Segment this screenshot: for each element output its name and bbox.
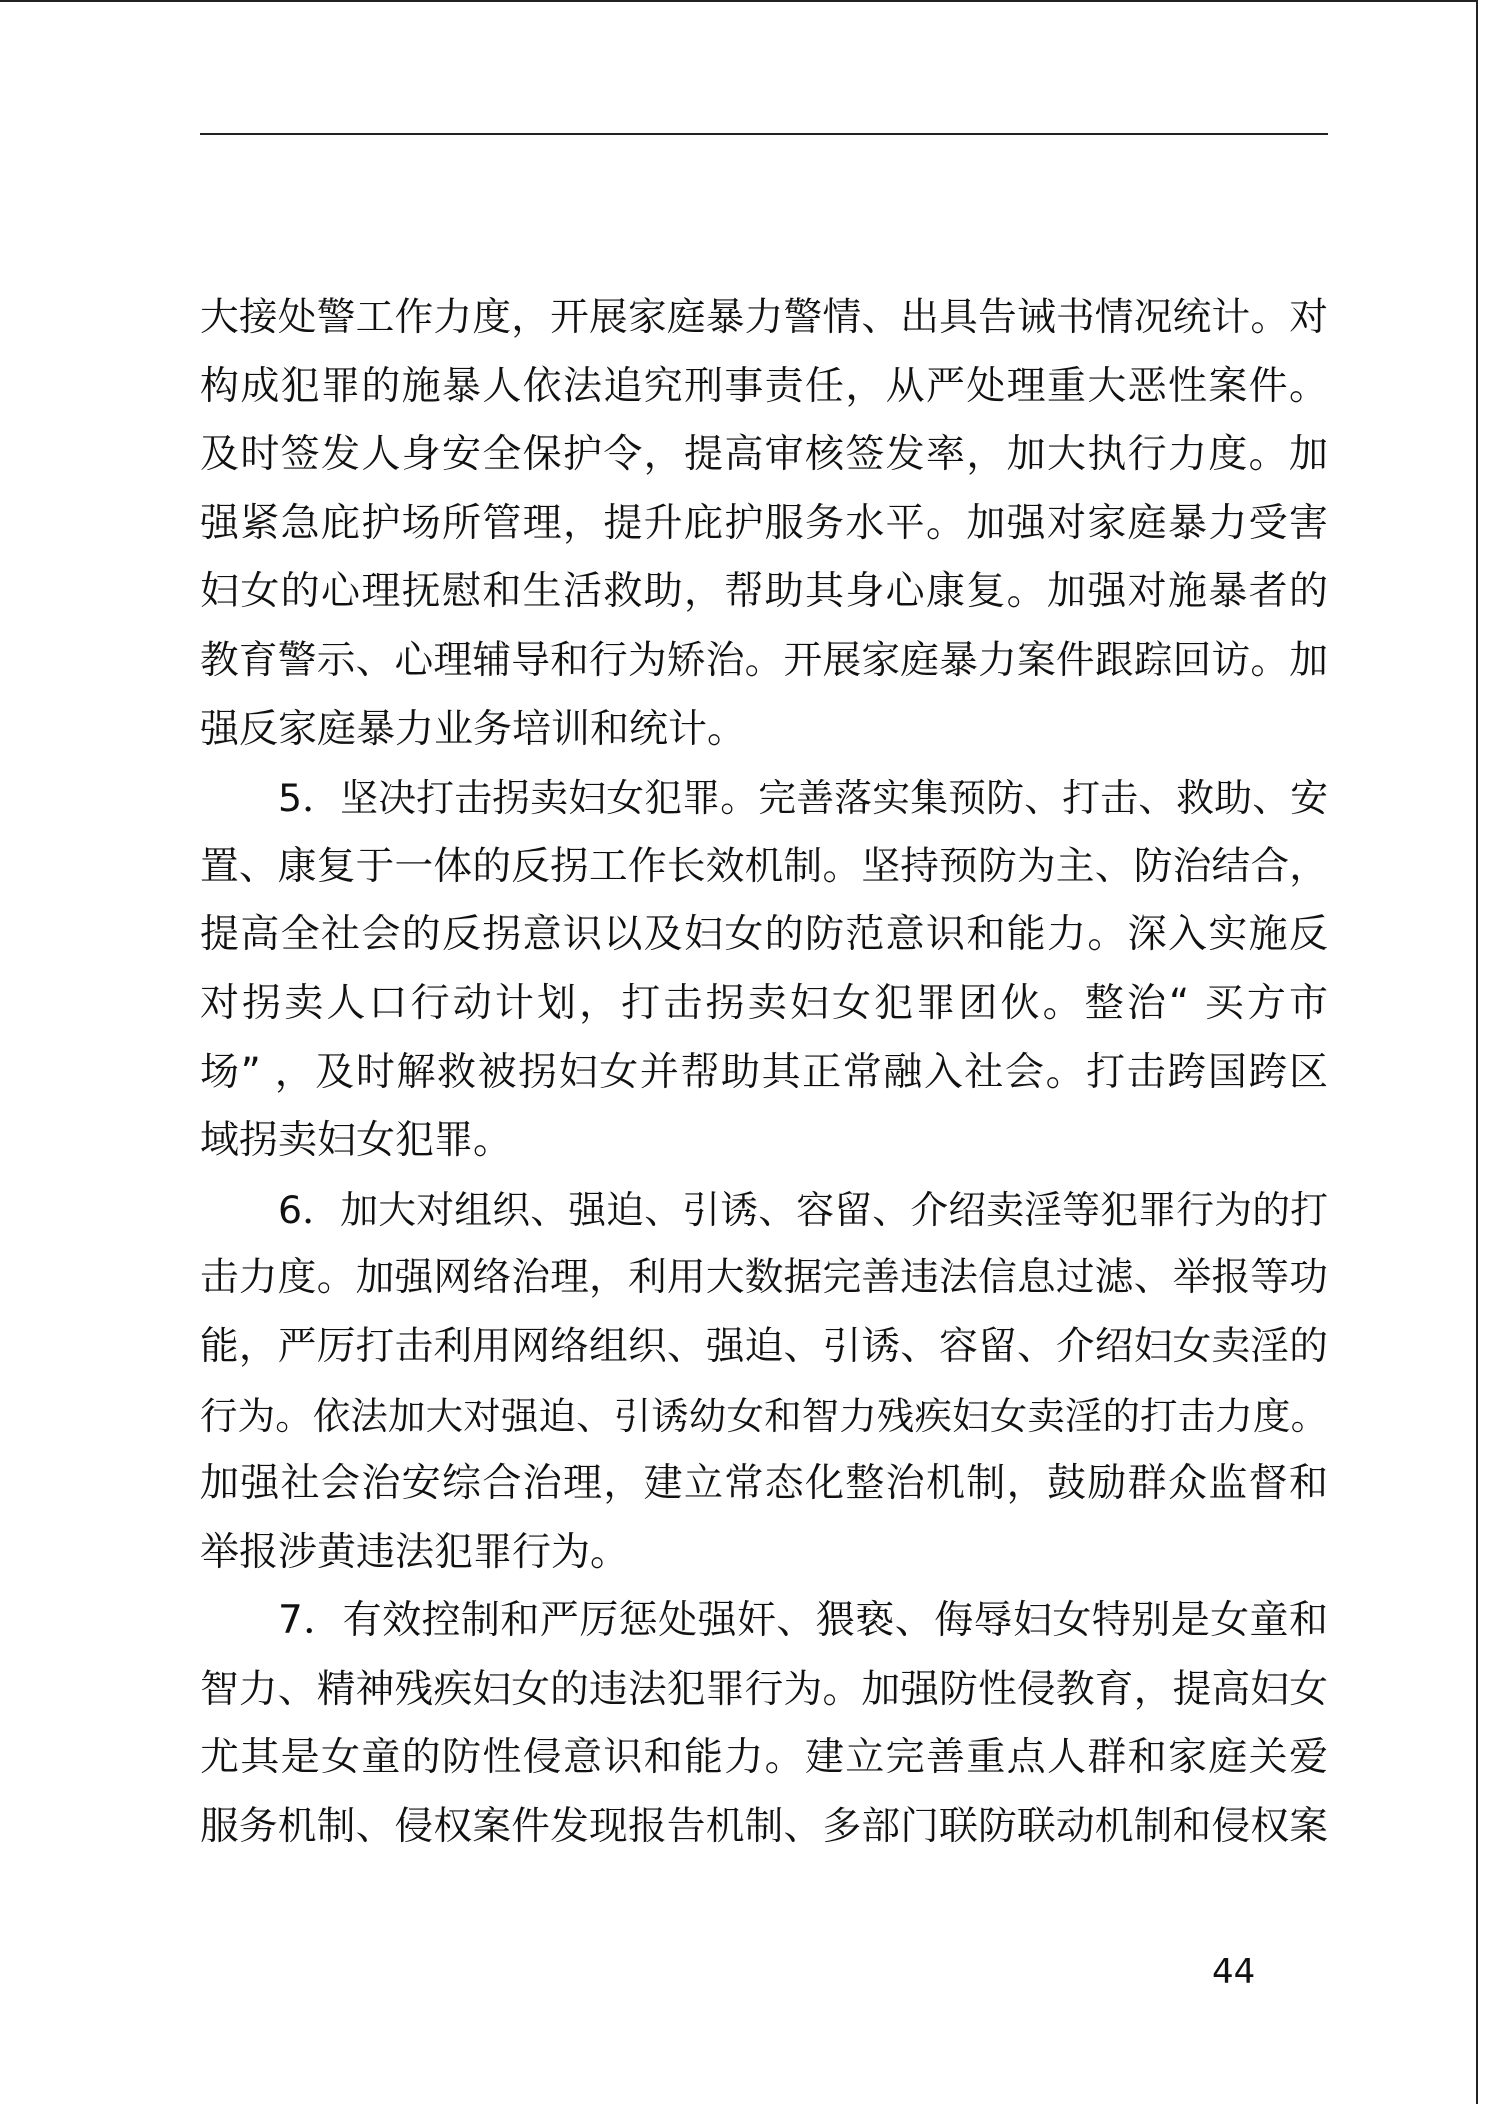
text-line: 妇女的心理抚慰和生活救助，帮助其身心康复。加强对施暴者的 xyxy=(200,569,1328,615)
text-line: 提高全社会的反拐意识以及妇女的防范意识和能力。深入实施反 xyxy=(200,912,1328,958)
text-line: 行为。依法加大对强迫、引诱幼女和智力残疾妇女卖淫的打击力度。 xyxy=(200,1393,1328,1438)
header-rule xyxy=(200,133,1328,135)
text-line: 加强社会治安综合治理，建立常态化整治机制，鼓励群众监督和 xyxy=(200,1461,1328,1507)
text-line: 能，严厉打击利用网络组织、强迫、引诱、容留、介绍妇女卖淫的 xyxy=(200,1323,1328,1369)
text-line: 服务机制、侵权案件发现报告机制、多部门联防联动机制和侵权案 xyxy=(200,1804,1328,1850)
text-line: 置、康复于一体的反拐工作长效机制。坚持预防为主、防治结合， xyxy=(200,843,1328,889)
page-number: 44 xyxy=(1212,1952,1256,1992)
text-line: 大接处警工作力度，开展家庭暴力警情、出具告诫书情况统计。对 xyxy=(200,295,1328,340)
text-line: 击力度。加强网络治理，利用大数据完善违法信息过滤、举报等功 xyxy=(200,1255,1328,1301)
paragraph xyxy=(200,284,1328,764)
document-body xyxy=(200,284,1328,1862)
text-line: 智力、精神残疾妇女的违法犯罪行为。加强防性侵教育，提高妇女 xyxy=(200,1666,1328,1712)
text-line: 对拐卖人口行动计划，打击拐卖妇女犯罪团伙。整治“ 买方市 xyxy=(200,980,1328,1026)
paragraph xyxy=(200,1587,1328,1861)
text-line: 7．有效控制和严厉惩处强奸、猥亵、侮辱妇女特别是女童和 xyxy=(278,1598,1328,1644)
text-line: 及时签发人身安全保护令，提高审核签发率，加大执行力度。加 xyxy=(200,432,1328,478)
text-line: 5．坚决打击拐卖妇女犯罪。完善落实集预防、打击、救助、安 xyxy=(278,776,1328,821)
text-line: 构成犯罪的施暴人依法追究刑事责任，从严处理重大恶性案件。 xyxy=(200,363,1328,409)
text-line: 教育警示、心理辅导和行为矫治。开展家庭暴力案件跟踪回访。加 xyxy=(200,637,1328,683)
text-line: 场” ，及时解救被拐妇女并帮助其正常融入社会。打击跨国跨区 xyxy=(200,1049,1328,1095)
text-line: 强反家庭暴力业务培训和统计。 xyxy=(200,706,747,752)
text-line: 6．加大对组织、强迫、引诱、容留、介绍卖淫等犯罪行为的打 xyxy=(278,1187,1328,1232)
paragraph xyxy=(200,764,1328,1176)
paragraph xyxy=(200,1176,1328,1588)
text-line: 举报涉黄违法犯罪行为。 xyxy=(200,1529,630,1575)
text-line: 强紧急庇护场所管理，提升庇护服务水平。加强对家庭暴力受害 xyxy=(200,500,1328,546)
text-line: 域拐卖妇女犯罪。 xyxy=(200,1118,513,1164)
text-line: 尤其是女童的防性侵意识和能力。建立完善重点人群和家庭关爱 xyxy=(200,1735,1328,1781)
